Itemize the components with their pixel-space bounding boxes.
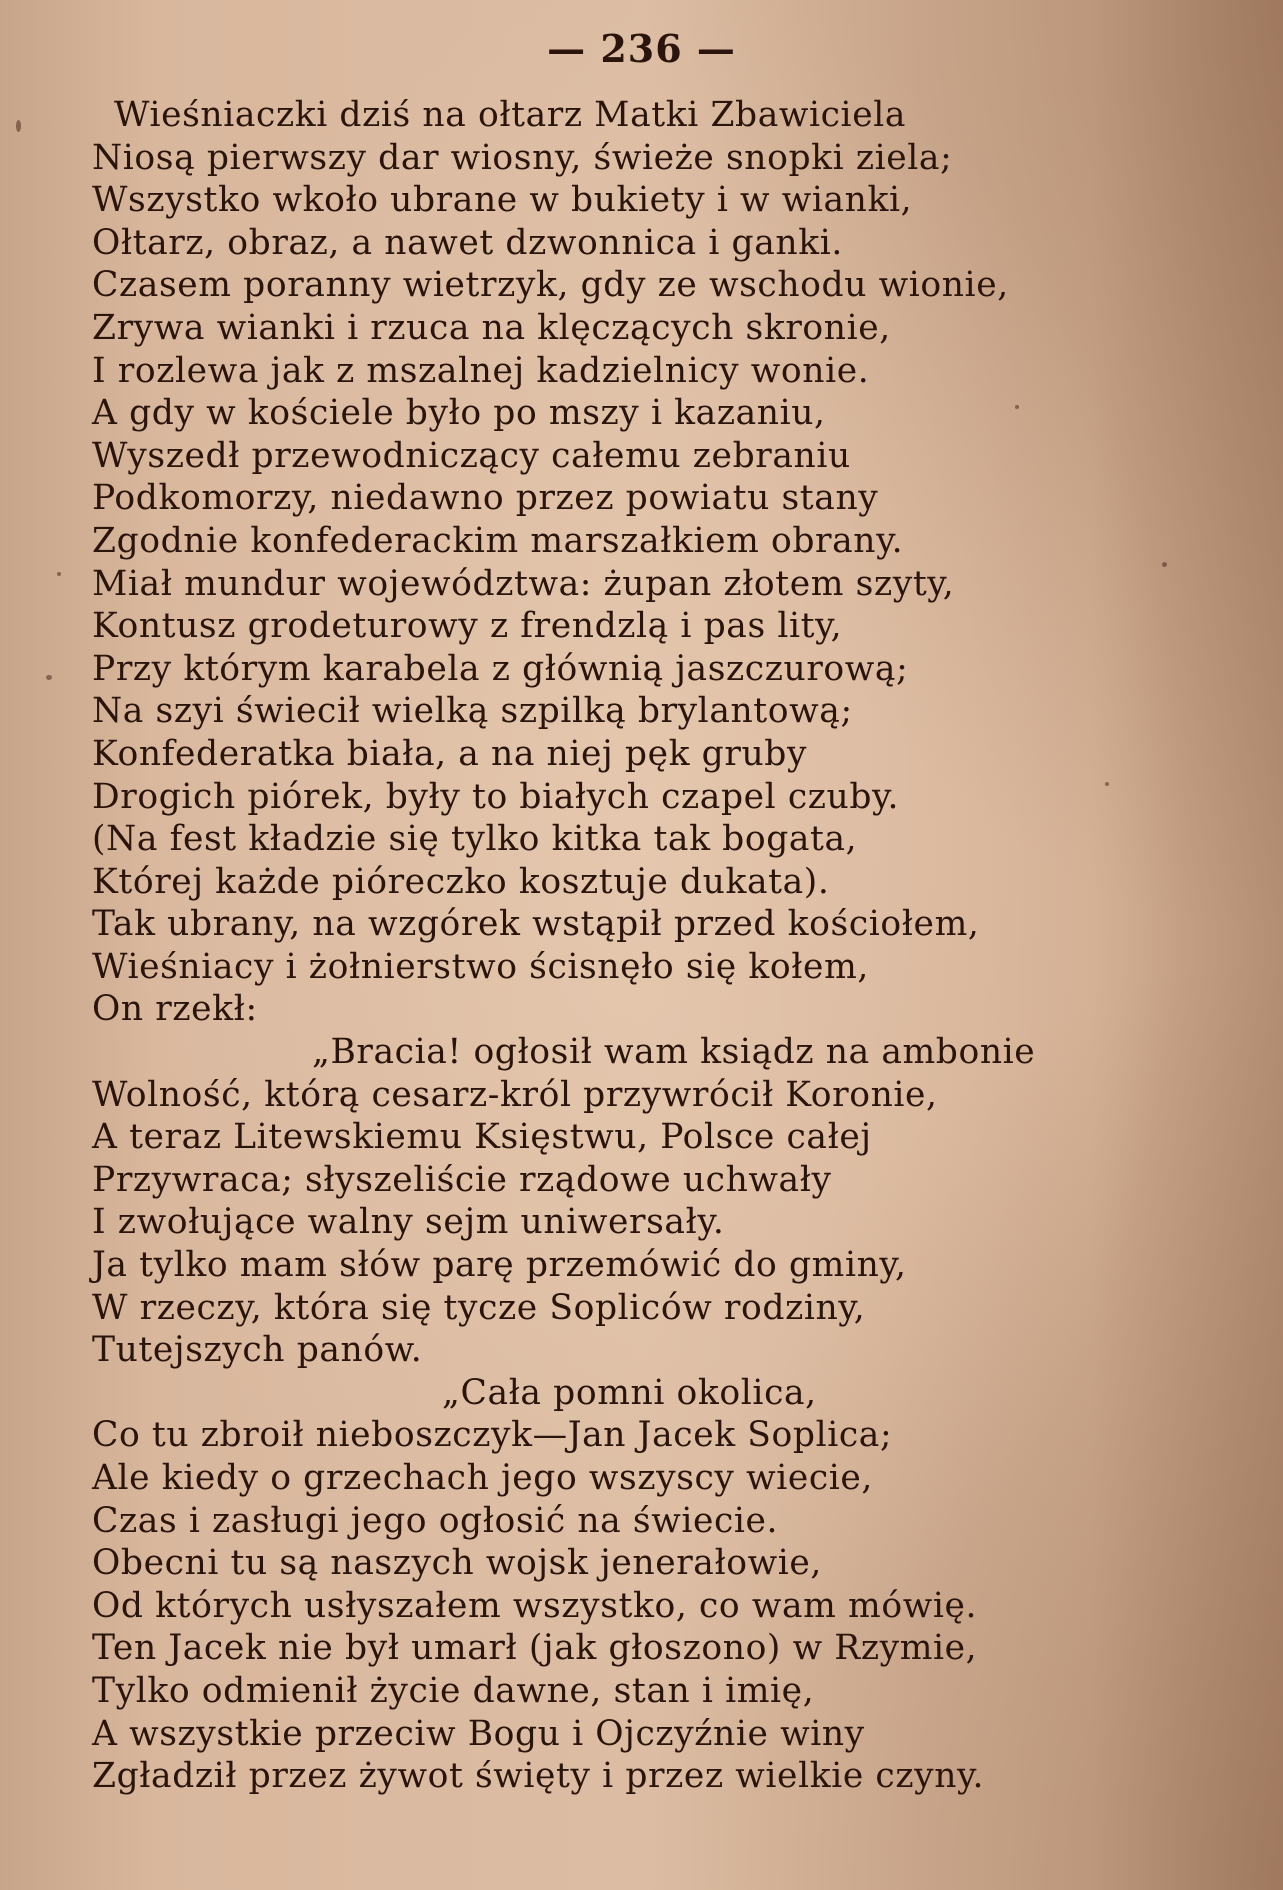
poem-line: Zgodnie konfederackim marszałkiem obrany. [92,520,904,561]
poem-line: Której każde pióreczko kosztuje dukata). [92,861,830,902]
poem-line: Niosą pierwszy dar wiosny, świeże snopki ziela; [92,137,953,178]
poem-line: Wieśniaczki dziś na ołtarz Matki Zbawiciela [114,95,907,135]
poem-line: Wyszedł przewodniczący całemu zebraniu [92,435,851,476]
ink-speck [16,120,21,132]
poem-line: Przywraca; słyszeliście rządowe uchwały [92,1159,832,1200]
poem-line: Konfederatka biała, a na niej pęk gruby [92,733,808,774]
poem-line: On rzekł: [92,989,258,1030]
poem-text [92,94,1262,1798]
poem-line: Obecni tu są naszych wojsk jenerałowie, [92,1543,822,1584]
poem-line: Tylko odmienił życie dawne, stan i imię, [92,1670,815,1711]
poem-line: A wszystkie przeciw Bogu i Ojczyźnie winy [92,1713,865,1754]
poem-line: Tak ubrany, na wzgórek wstąpił przed kościołem, [92,904,980,945]
page-number: — 236 — [547,26,736,71]
poem-line: Czasem poranny wietrzyk, gdy ze wschodu wionie, [92,265,1009,306]
poem-line: Miał mundur województwa: żupan złotem szyty, [92,563,955,604]
poem-line: Wolność, którą cesarz-król przywrócił Koronie, [92,1074,938,1115]
poem-line: Wszystko wkoło ubrane w bukiety i w wianki, [92,180,913,221]
poem-line: Ale kiedy o grzechach jego wszyscy wiecie, [92,1458,873,1498]
poem-line: Zrywa wianki i rzuca na klęczących skronie, [92,307,891,348]
poem-line: Na szyi świecił wielką szpilką brylantową; [92,691,853,732]
poem-line: Od których usłyszałem wszystko, co wam mówię. [92,1585,978,1626]
poem-line: Ołtarz, obraz, a nawet dzwonnica i ganki. [92,222,843,263]
poem-line: (Na fest kładzie się tylko kitka tak bogata, [92,819,858,860]
poem-line: Co tu zbroił nieboszczyk—Jan Jacek Soplica; [92,1415,893,1456]
poem-line: Zgładził przez żywot święty i przez wielkie czyny. [92,1756,985,1797]
poem-line: Przy którym karabela z głównią jaszczurową; [92,648,909,689]
poem-line: Podkomorzy, niedawno przez powiatu stany [92,478,879,519]
poem-line: W rzeczy, która się tycze Sopliców rodziny, [92,1287,866,1328]
poem-line: A gdy w kościele było po mszy i kazaniu, [92,393,826,434]
ink-speck [57,572,61,576]
poem-line: I rozlewa jak z mszalnej kadzielnicy wonie. [92,350,870,391]
poem-line: „Cała pomni okolica, [442,1372,817,1413]
poem-line: I zwołujące walny sejm uniwersały. [92,1202,725,1243]
poem-line: Drogich piórek, były to białych czapel czuby. [92,776,900,817]
ink-speck [46,675,52,680]
poem-line: Ten Jacek nie był umarł (jak głoszono) w Rzymie, [92,1628,978,1669]
poem-line: „Bracia! ogłosił wam ksiądz na ambonie [312,1032,1036,1073]
poem-line: Czas i zasługi jego ogłosić na świecie. [92,1500,779,1541]
poem-line: Ja tylko mam słów parę przemówić do gminy, [92,1245,907,1286]
poem-line: Kontusz grodeturowy z frendzlą i pas lity, [92,606,843,647]
poem-line: Tutejszych panów. [92,1330,423,1371]
poem-line: Wieśniacy i żołnierstwo ścisnęło się kołem, [92,946,869,987]
poem-line: A teraz Litewskiemu Księstwu, Polsce całej [92,1117,872,1158]
